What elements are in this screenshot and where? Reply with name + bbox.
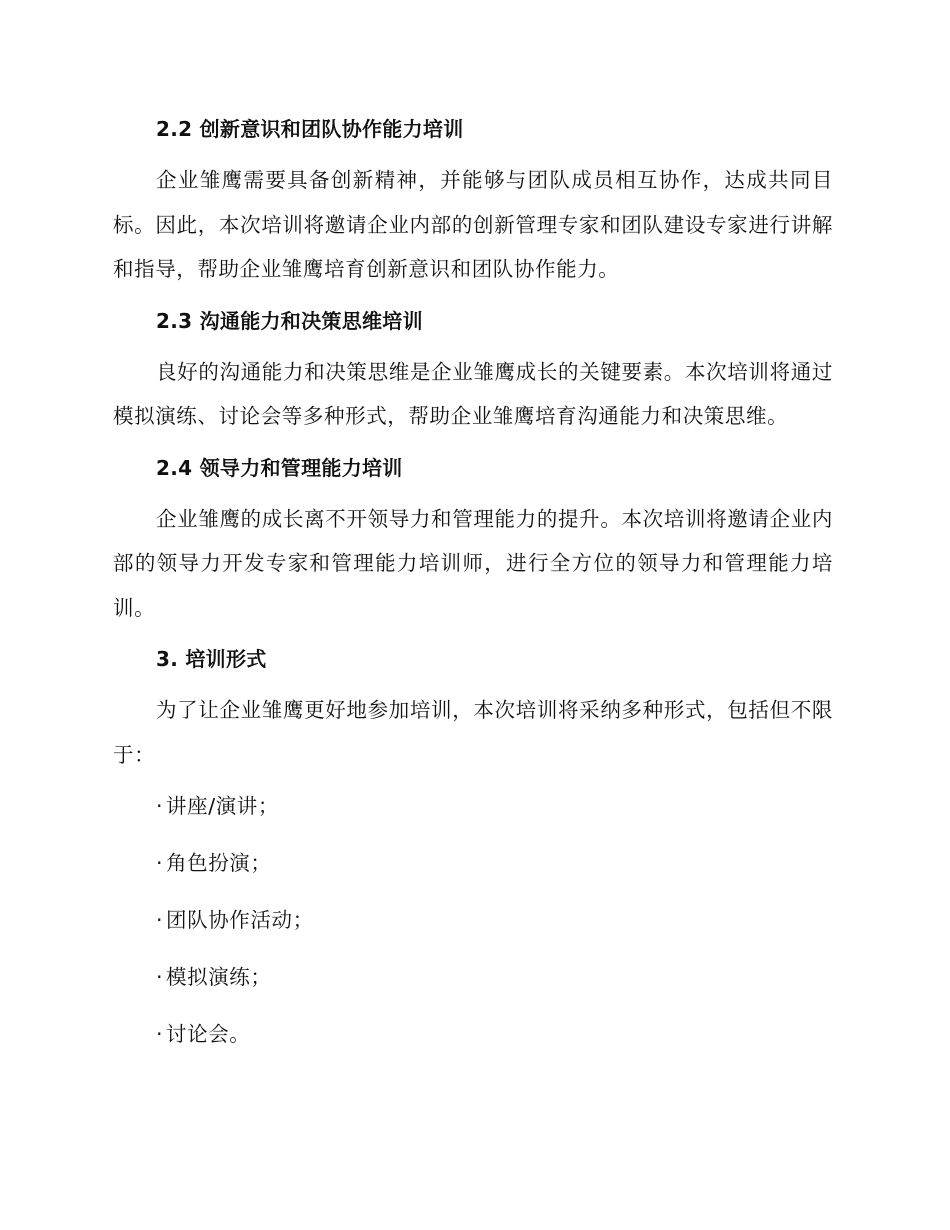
list-item-text: 模拟演练； <box>166 965 272 989</box>
section-body-2-3: 良好的沟通能力和决策思维是企业雏鹰成长的关键要素。本次培训将通过模拟演练、讨论会等多种形式，帮助企业雏鹰培育沟通能力和决策思维。 <box>113 359 833 428</box>
list-item-text: 团队协作活动； <box>166 908 314 932</box>
document-page <box>113 112 833 1074</box>
section-body-2-4: 企业雏鹰的成长离不开领导力和管理能力的提升。本次培训将邀请企业内部的领导力开发专家和管理能力培训师，进行全方位的领导力和管理能力培训。 <box>113 506 833 620</box>
training-format-list <box>113 789 833 1051</box>
list-item-text: 角色扮演； <box>166 851 272 875</box>
section-body-3: 为了让企业雏鹰更好地参加培训，本次培训将采纳多种形式，包括但不限于： <box>113 698 833 767</box>
section-heading-2-2: 2.2 创新意识和团队协作能力培训 <box>156 117 464 141</box>
list-item <box>113 960 833 994</box>
list-item <box>113 1017 833 1051</box>
list-item-text: 讨论会。 <box>166 1022 251 1046</box>
bullet-marker: · <box>156 851 164 875</box>
section-heading-2-3: 2.3 沟通能力和决策思维培训 <box>156 308 423 333</box>
bullet-marker: · <box>156 1022 164 1046</box>
bullet-marker: · <box>156 908 164 932</box>
section-heading-3: 3. 培训形式 <box>156 647 267 671</box>
list-item <box>113 903 833 937</box>
section-body-2-2: 企业雏鹰需要具备创新精神，并能够与团队成员相互协作，达成共同目标。因此，本次培训将邀请企业内部的创新管理专家和团队建设专家进行讲解和指导，帮助企业雏鹰培育创新意识和团队协作能力。 <box>113 168 833 281</box>
list-item <box>113 789 833 823</box>
bullet-marker: · <box>156 794 164 818</box>
bullet-marker: · <box>156 965 164 989</box>
list-item <box>113 846 833 880</box>
list-item-text: 讲座/演讲； <box>166 794 280 818</box>
section-heading-2-4: 2.4 领导力和管理能力培训 <box>156 455 403 480</box>
